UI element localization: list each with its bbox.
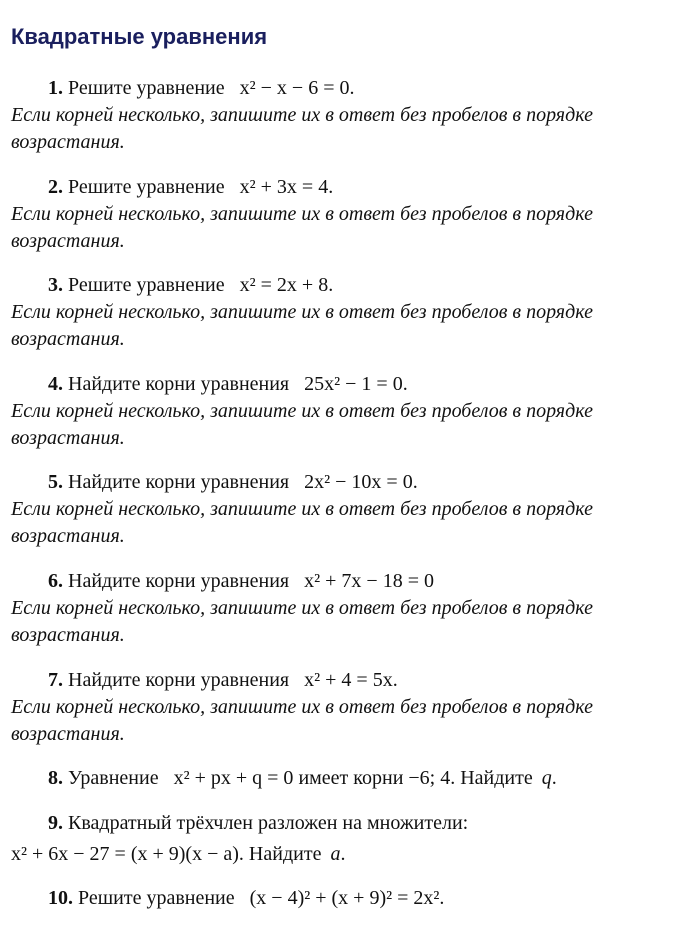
problem-6 (11, 568, 691, 649)
problem-1 (11, 75, 691, 156)
problem-text: Решите уравнение (68, 176, 225, 198)
problem-statement (11, 174, 691, 201)
problem-7 (11, 667, 691, 748)
page-title: Квадратные уравнения (11, 24, 268, 49)
problem-text: Решите уравнение (68, 274, 225, 296)
unknown-variable: q (541, 767, 552, 789)
problem-statement (11, 810, 691, 837)
problem-text: Найдите корни уравнения (68, 471, 290, 493)
problem-statement (11, 568, 691, 595)
problem-statement (11, 75, 691, 102)
sentence-end: . (340, 843, 346, 865)
problem-5 (11, 469, 691, 550)
problem-equation: x² + 4 = 5x. (304, 669, 398, 691)
problem-number: 7. (48, 669, 63, 691)
problem-equation: x² + px + q = 0 (173, 767, 294, 789)
problem-number: 1. (48, 77, 63, 99)
problem-number: 10. (48, 887, 73, 909)
problem-text: Найдите корни уравнения (68, 570, 290, 592)
problem-4 (11, 371, 691, 452)
problem-statement (11, 765, 691, 792)
problem-statement (11, 885, 691, 912)
answer-instruction: Если корней несколько, запишите их в ответ без пробелов в порядке возрастания. (11, 203, 593, 252)
problem-equation: x² + 7x − 18 = 0 (304, 570, 434, 592)
problem-text: Решите уравнение (68, 77, 225, 99)
answer-instruction: Если корней несколько, запишите их в ответ без пробелов в порядке возрастания. (11, 696, 593, 745)
problem-2 (11, 174, 691, 255)
problem-equation: 2x² − 10x = 0. (304, 471, 418, 493)
problem-equation: x² − x − 6 = 0. (239, 77, 355, 99)
problem-statement (11, 469, 691, 496)
sentence-end: . (551, 767, 557, 789)
problem-number: 2. (48, 176, 63, 198)
problem-equation: (x − 4)² + (x + 9)² = 2x². (249, 887, 445, 909)
problem-equation: 25x² − 1 = 0. (304, 373, 408, 395)
answer-instruction: Если корней несколько, запишите их в ответ без пробелов в порядке возрастания. (11, 597, 593, 646)
problem-text-after: Найдите (248, 843, 322, 865)
problem-text: Уравнение (68, 767, 159, 789)
problem-equation: x² + 3x = 4. (239, 176, 334, 198)
unknown-variable: a (330, 843, 341, 865)
problem-8 (11, 765, 691, 792)
problem-equation: x² + 6x − 27 = (x + 9)(x − a). (11, 843, 244, 865)
problem-number: 6. (48, 570, 63, 592)
problem-text: Найдите корни уравнения (68, 373, 290, 395)
problem-equation-line (11, 841, 691, 868)
problem-3 (11, 272, 691, 353)
problem-text: Решите уравнение (78, 887, 235, 909)
problem-10 (11, 885, 691, 912)
problem-number: 5. (48, 471, 63, 493)
problem-statement (11, 371, 691, 398)
problem-9 (11, 810, 691, 868)
problem-number: 4. (48, 373, 63, 395)
problem-number: 8. (48, 767, 63, 789)
answer-instruction: Если корней несколько, запишите их в ответ без пробелов в порядке возрастания. (11, 301, 593, 350)
problem-statement (11, 667, 691, 694)
problem-equation: x² = 2x + 8. (239, 274, 334, 296)
problem-statement (11, 272, 691, 299)
answer-instruction: Если корней несколько, запишите их в ответ без пробелов в порядке возрастания. (11, 104, 593, 153)
answer-instruction: Если корней несколько, запишите их в ответ без пробелов в порядке возрастания. (11, 498, 593, 547)
problem-text-after: имеет корни −6; 4. Найдите (298, 767, 533, 789)
problem-text: Квадратный трёхчлен разложен на множители: (68, 812, 469, 834)
problem-number: 9. (48, 812, 63, 834)
problem-text: Найдите корни уравнения (68, 669, 290, 691)
answer-instruction: Если корней несколько, запишите их в ответ без пробелов в порядке возрастания. (11, 400, 593, 449)
problem-number: 3. (48, 274, 63, 296)
